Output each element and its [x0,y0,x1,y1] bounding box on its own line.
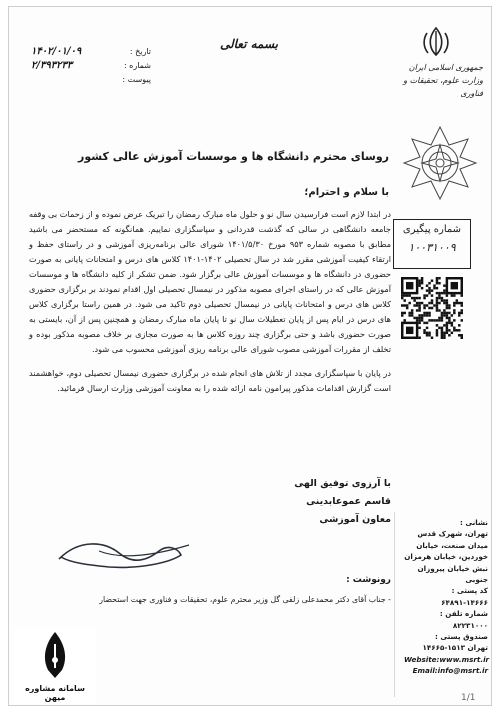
tracking-value: ۱۰۰۳۱۰۰۹ [408,241,456,254]
number-label: شماره : [123,61,151,70]
date-row [31,45,151,59]
handwritten-signature-icon [49,529,199,579]
tracking-label: شماره پیگیری [402,224,462,235]
signer-name: قاسم عموعابدینی [306,496,391,507]
postal-code: کد پستی : ۱۴۶۶۶-۶۴۸۹۱ [441,586,488,607]
date-label: تاریخ : [129,47,151,56]
pen-nib-icon [36,630,74,680]
number-row [31,59,151,73]
ornament-icon [402,125,478,201]
attachment-value [31,73,35,87]
brand-name: سامانه مشاوره میهن [25,684,85,702]
cc-label: رونوشت : [346,575,391,585]
email-link[interactable]: Email:info@msrt.ir [412,666,488,676]
phone-number: شماره تلفن : ۸۲۲۳۱۰۰۰ [439,609,488,630]
address-line: تهران، شهرک قدس [417,529,488,539]
signature-block [249,475,391,529]
address-line: میدان صنعت، خیابان [416,540,488,550]
letter-addressee: روسای محترم دانشگاه ها و موسسات آموزش عالی کشور [78,150,389,163]
body-paragraph-2: در پایان با سپاسگزاری مجدد از تلاش های انجام شده در برگزاری حضوری نیمسال تحصیلی دوم، خواهشمند است گزارش اقدامات مذکور پیرامون نامه ارائه شده را به معاونت آموزشی وزارت ارسال فرمائید. [29,368,391,393]
org-line-2: وزارت علوم، تحقیقات و فناوری [403,76,483,98]
org-line-1: جمهوری اسلامی ایران [408,63,483,72]
address-line: نبش خیابان پیروزان جنوبی [417,563,488,585]
pobox-value: تهران ۱۵۱۳-۱۴۶۶۵ [422,643,488,653]
letter-meta [31,45,151,87]
attachment-label: پیوست : [122,75,151,84]
body-paragraph-1: در ابتدا لازم است فرارسیدن سال نو و حلول ماه مبارک رمضان را تبریک عرض نموده و از زحمات بی وقفه جامعه دانشگاهی در سالی که گذشت قدردانی و سپاسگزاری نماییم. همانگونه که مستحضر می باشید مطابق با مصوبه شماره ۹۵۳ مورخ ۱۴۰۱/۵/۳۰ شورای عالی برنامه‌ریزی آموزشی و در راستای حفظ و ارتقاء کیفیت آموزشی مقرر شد در سال تحصیلی ۱۴۰۲-۱۴۰۱ کلاس های درس و امتحانات پایانی به صورت حضوری در دانشگاه ها و موسسات آموزش عالی برگزار شود. ضمن تشکر از کلیه دانشگاه ها و موسسات آموزش عالی که در راستای اجرای مصوبه مذکور در نیمسال تحصیلی اول اقدام نمودند بر برگزاری حضوری کلاس های درس و امتحانات پایانی در نیمسال تحصیلی دوم تاکید می شود. در همین راستا برگزاری کلاس های درس در ایام پس از پایان تعطیلات سال نو تا پایان ماه مبارک رمضان و همچنین پس از آن، بایستی به صورت حضوری باشد و حتی برگزاری چند روزه کلاس ها به صورت مجازی بر خلاف مصوبه مذکور بوده و تخلف از مقررات آموزشی مصوب شورای عالی برنامه ریزی آموزشی محسوب می شود. [29,209,392,354]
iran-emblem-icon [419,25,453,59]
cc-line: - جناب آقای دکتر محمدعلی زلفی گل وزیر محترم علوم، تحقیقات و فناوری جهت استحضار [99,595,391,604]
date-value: ۱۴۰۲/۰۱/۰۹ [31,46,82,57]
letter-page [8,6,492,706]
signer-title: معاون آموزشی [319,514,391,525]
address-line: خوردین، خیابان هرمزان [404,552,488,562]
number-value: ۲/۳۹۳۲۳۳ [31,60,73,71]
ministry-name [379,61,483,100]
basmala-header: بسمه تعالی [219,37,279,51]
website-link[interactable]: Website:www.msrt.ir [404,654,490,664]
address-label: نشانی : [459,518,488,527]
attachment-row [31,73,151,87]
contact-block [404,517,488,677]
brand-logo [14,628,96,704]
contact-divider [394,512,395,697]
letter-body [29,207,391,405]
pobox-label: صندوق پستی : [434,632,488,642]
closing-line: با آرزوی توفیق الهی [294,478,391,489]
qr-code-icon [401,277,463,339]
page-number: 1/1 [461,693,476,703]
letter-greeting: با سلام و احترام؛ [304,187,389,198]
tracking-number-box [393,219,471,269]
